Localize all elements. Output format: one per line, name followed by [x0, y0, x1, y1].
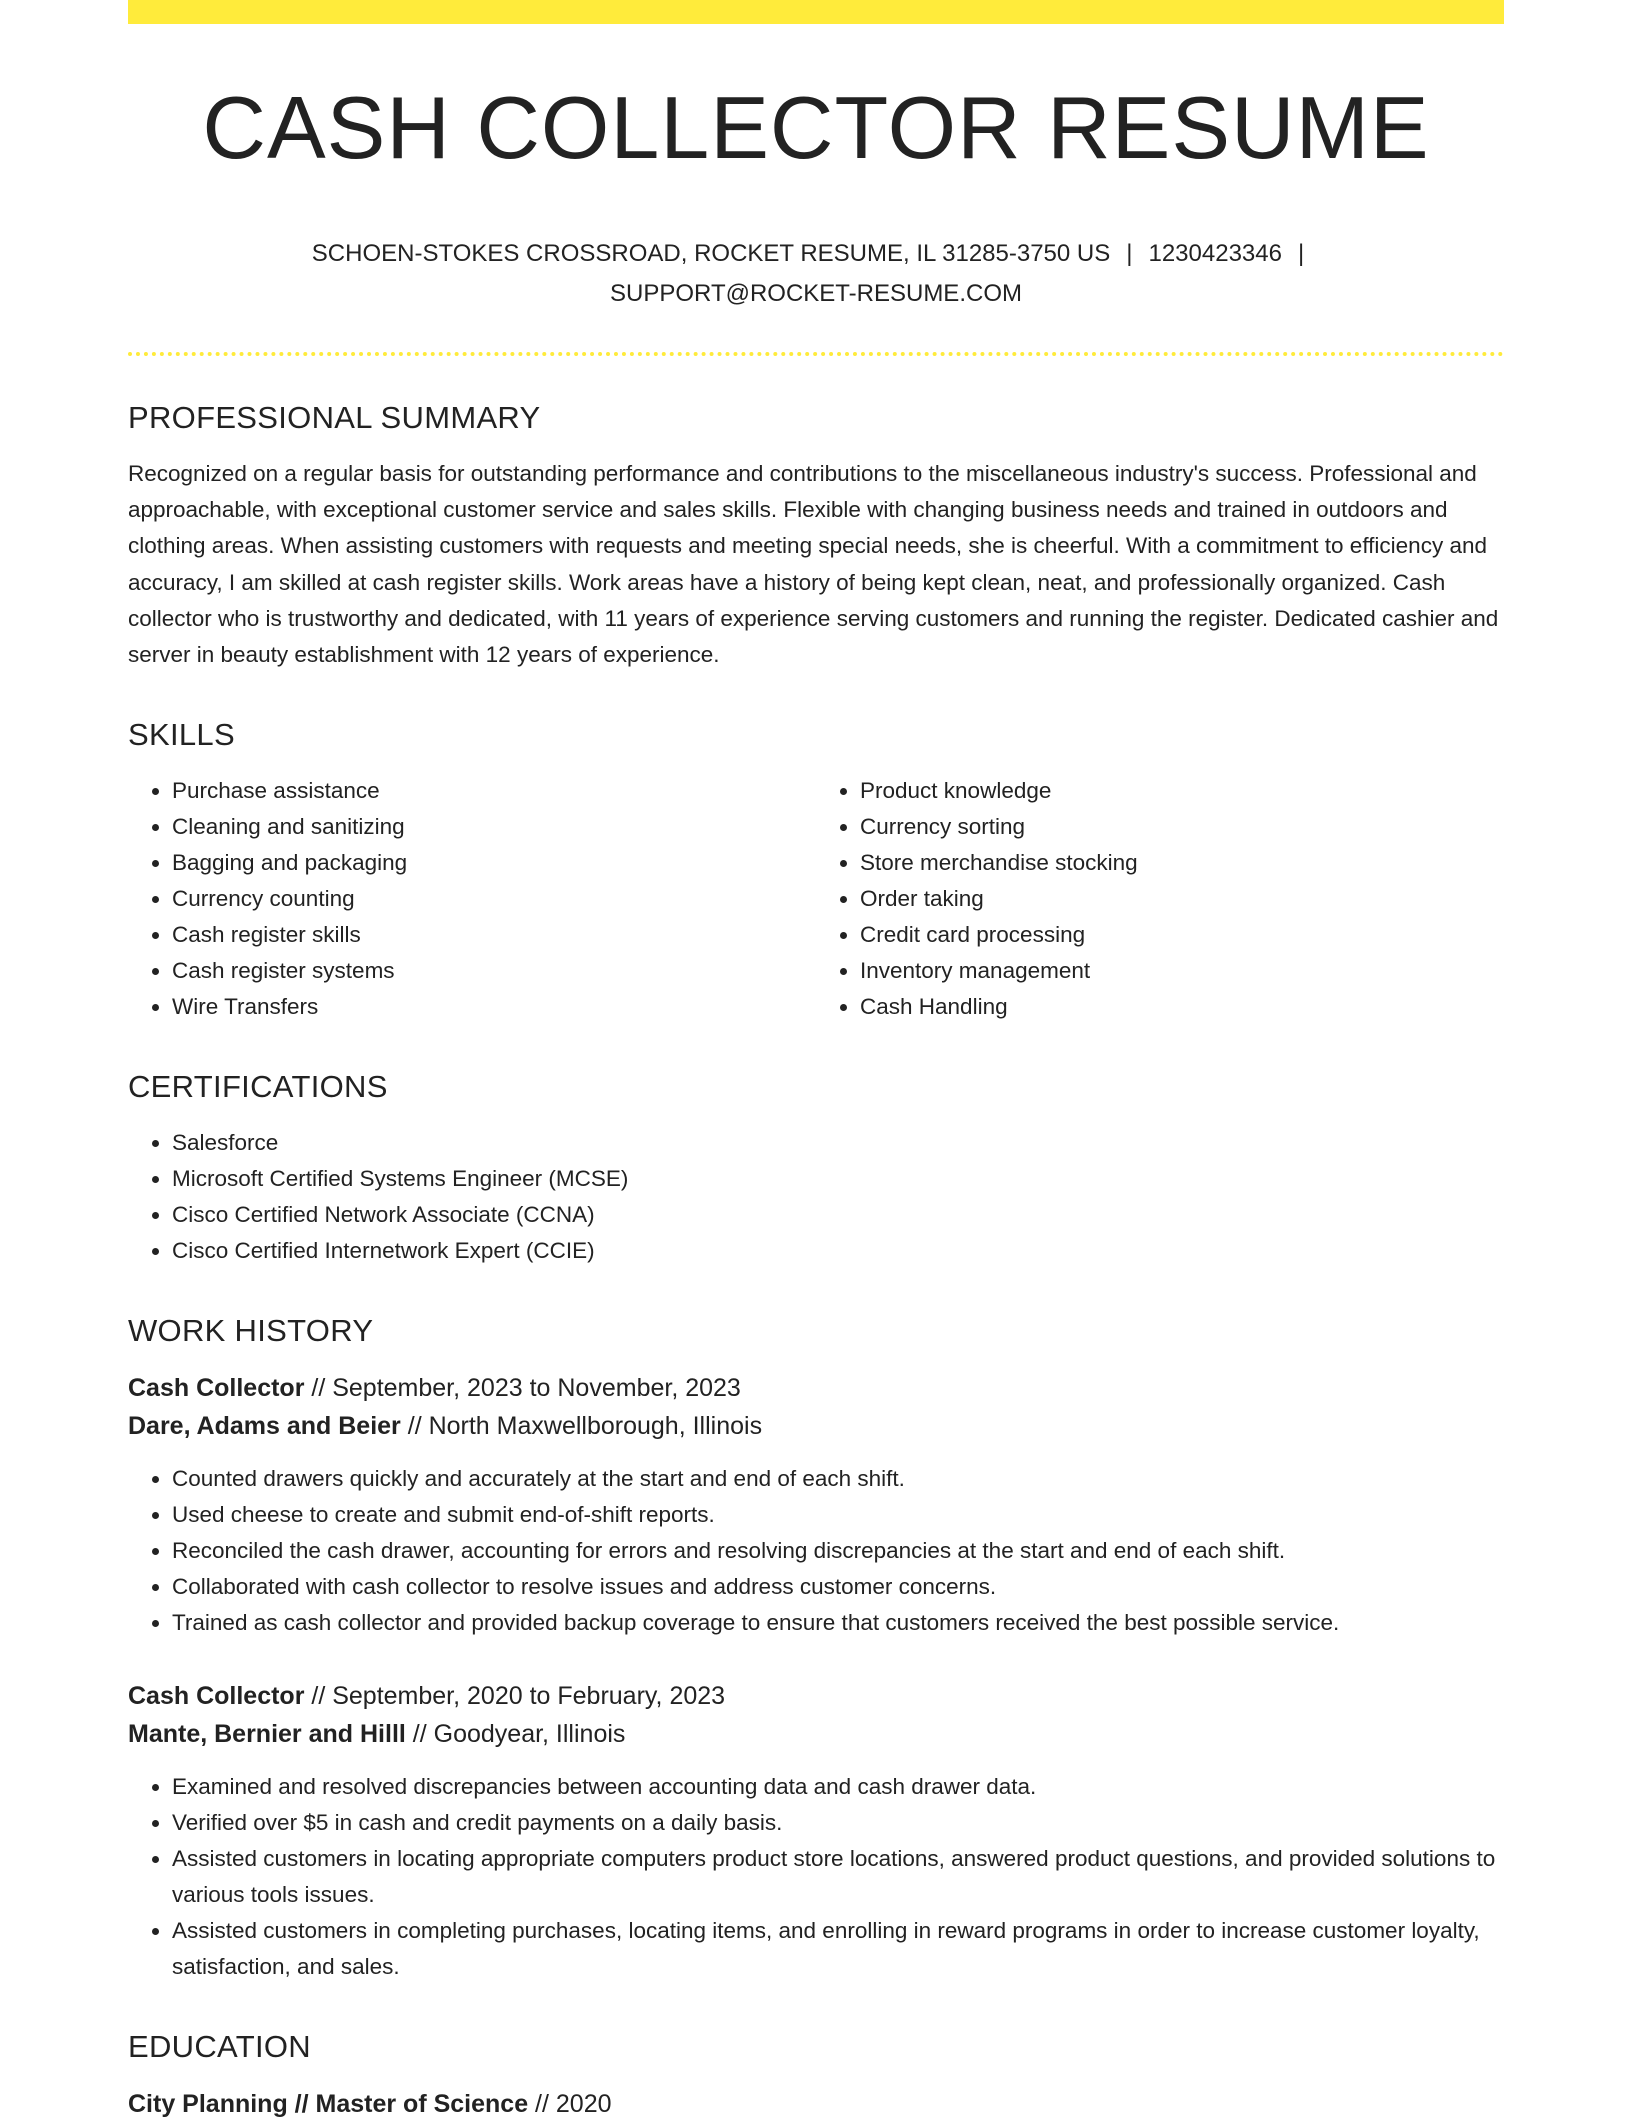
job-title-line [128, 1677, 1504, 1715]
skills-list [128, 773, 1504, 1025]
job-entry [128, 1677, 1504, 1985]
contact-separator: | [1297, 240, 1305, 267]
job-company-line [128, 1715, 1504, 1753]
certification-item: • Salesforce [172, 1125, 1504, 1161]
contact-email: SUPPORT@ROCKET-RESUME.COM [610, 280, 1022, 307]
accent-top-bar [128, 0, 1504, 24]
contact-address: SCHOEN-STOKES CROSSROAD, ROCKET RESUME, IL 31285-3750 US [311, 240, 1111, 267]
skills-heading: SKILLS [128, 717, 235, 753]
job-bullet: • Reconciled the cash drawer, accounting for errors and resolving discrepancies at the start and end of each shift. [172, 1533, 1504, 1569]
skill-item: • Product knowledge [860, 773, 1504, 809]
job-dates: // September, 2020 to February, 2023 [304, 1682, 726, 1711]
resume-title: CASH COLLECTOR RESUME [202, 78, 1430, 177]
skill-item: • Cash register systems [172, 953, 816, 989]
job-bullet: • Used cheese to create and submit end-of-shift reports. [172, 1497, 1504, 1533]
skill-item: • Credit card processing [860, 917, 1504, 953]
job-bullet: • Examined and resolved discrepancies between accounting data and cash drawer data. [172, 1769, 1504, 1805]
summary-text: Recognized on a regular basis for outstanding performance and contributions to the miscellaneous industry's success. Professional and approachable, with exceptional customer service and sales skills. Flexible with changing business needs and trained in outdoors and clothing areas. When assisting customers with requests and meeting special needs, she is cheerful. With a commitment to efficiency and accuracy, I am skilled at cash register skills. Work areas have a history of being kept clean, neat, and professionally organized. Cash collector who is trustworthy and dedicated, with 11 years of experience serving customers and running the register. Dedicated cashier and server in beauty establishment with 12 years of experience. [128, 461, 1499, 668]
dotted-divider [128, 352, 1504, 356]
work-history-heading: WORK HISTORY [128, 1313, 374, 1349]
skill-item: • Cash register skills [172, 917, 816, 953]
certifications-list [128, 1125, 1504, 1269]
job-bullet: • Trained as cash collector and provided backup coverage to ensure that customers received the best possible service. [172, 1605, 1504, 1641]
education-heading: EDUCATION [128, 2029, 311, 2065]
job-entry [128, 1369, 1504, 1641]
skill-item: • Cash Handling [860, 989, 1504, 1025]
resume-page [128, 0, 1504, 2123]
contact-info [128, 234, 1504, 314]
job-bullet: • Verified over $5 in cash and credit payments on a daily basis. [172, 1805, 1504, 1841]
skill-item: • Order taking [860, 881, 1504, 917]
job-bullet: • Assisted customers in locating appropriate computers product store locations, answered product questions, and provided solutions to various tools issues. [172, 1841, 1504, 1913]
skill-item: • Bagging and packaging [172, 845, 816, 881]
job-bullets [128, 1769, 1504, 1985]
job-title: Cash Collector [128, 1374, 305, 1403]
job-company-line [128, 1407, 1504, 1445]
job-title: Cash Collector [128, 1682, 305, 1711]
contact-separator: | [1126, 240, 1133, 267]
skills-column-right [816, 773, 1504, 1025]
job-dates: // September, 2023 to November, 2023 [304, 1374, 741, 1403]
skill-item: • Store merchandise stocking [860, 845, 1504, 881]
certifications-heading: CERTIFICATIONS [128, 1069, 388, 1105]
job-title-line [128, 1369, 1504, 1407]
summary-heading: PROFESSIONAL SUMMARY [128, 400, 541, 435]
contact-phone: 1230423346 [1148, 240, 1282, 267]
skills-column-left [128, 773, 816, 1025]
certification-item: • Cisco Certified Network Associate (CCNA) [172, 1197, 1504, 1233]
job-bullets [128, 1461, 1504, 1641]
certification-item: • Cisco Certified Internetwork Expert (CCIE) [172, 1233, 1504, 1269]
education-degree: City Planning // Master of Science [128, 2090, 529, 2119]
job-bullet: • Assisted customers in completing purchases, locating items, and enrolling in reward programs in order to increase customer loyalty, satisfaction, and sales. [172, 1913, 1504, 1985]
certification-item: • Microsoft Certified Systems Engineer (MCSE) [172, 1161, 1504, 1197]
job-company: Dare, Adams and Beier [128, 1412, 401, 1441]
job-bullet: • Collaborated with cash collector to resolve issues and address customer concerns. [172, 1569, 1504, 1605]
skill-item: • Currency sorting [860, 809, 1504, 845]
job-bullet: • Counted drawers quickly and accurately at the start and end of each shift. [172, 1461, 1504, 1497]
skill-item: • Inventory management [860, 953, 1504, 989]
education-year: // 2020 [528, 2090, 612, 2119]
skill-item: • Currency counting [172, 881, 816, 917]
skill-item: • Cleaning and sanitizing [172, 809, 816, 845]
job-company: Mante, Bernier and Hilll [128, 1720, 406, 1749]
education-entry [128, 2085, 1504, 2123]
skill-item: • Purchase assistance [172, 773, 816, 809]
skill-item: • Wire Transfers [172, 989, 816, 1025]
job-location: // North Maxwellborough, Illinois [400, 1412, 763, 1441]
job-location: // Goodyear, Illinois [405, 1720, 626, 1749]
